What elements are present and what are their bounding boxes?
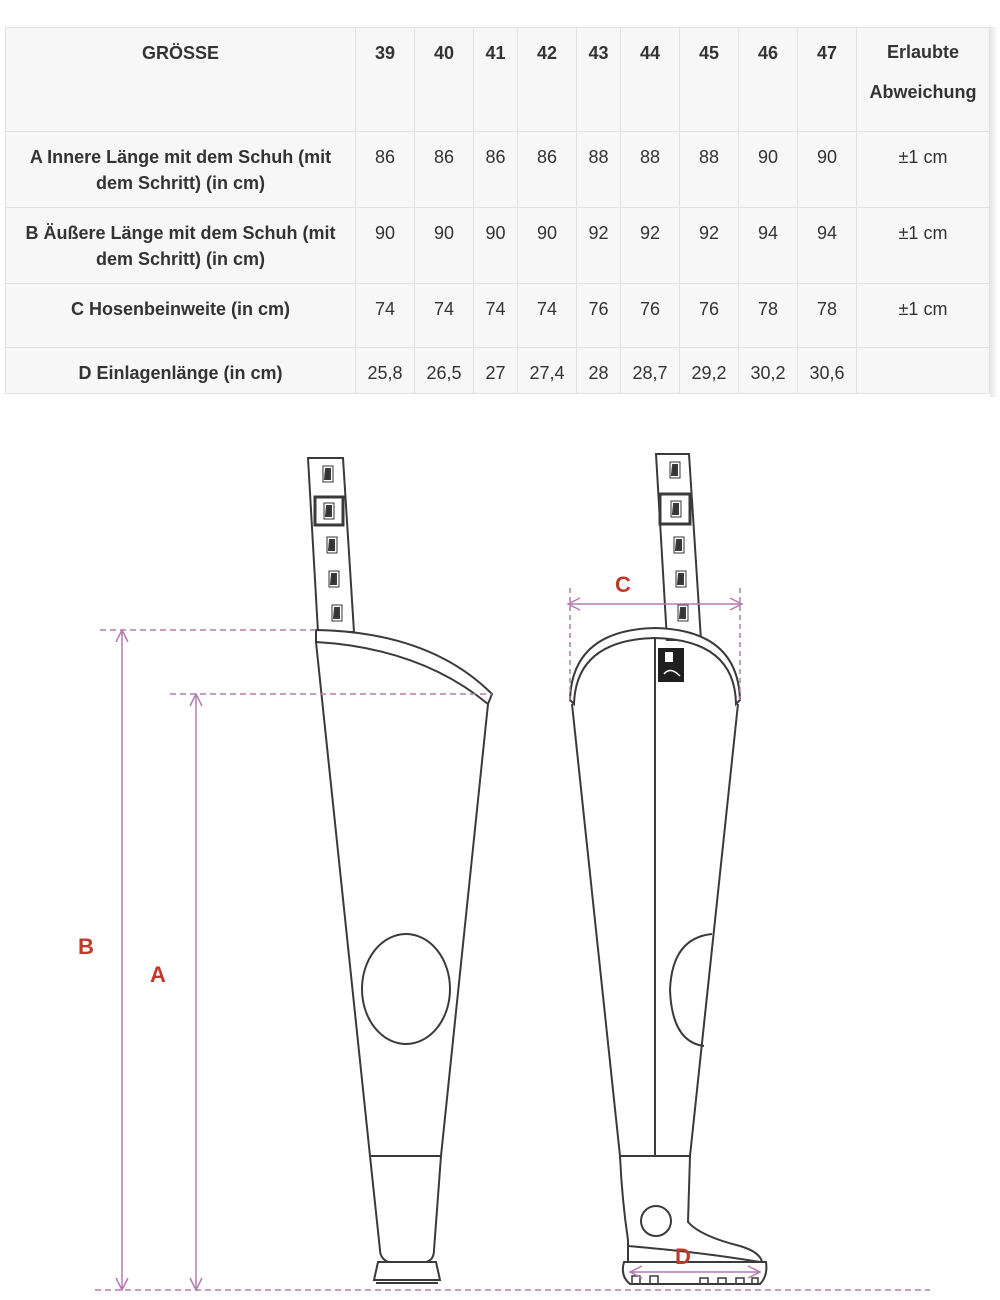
table-cell: 92 xyxy=(577,208,621,284)
dimension-label-a: A xyxy=(150,962,166,987)
table-cell: 90 xyxy=(798,132,857,208)
table-header-row xyxy=(6,28,990,132)
table-cell: 86 xyxy=(415,132,474,208)
table-cell: 94 xyxy=(798,208,857,284)
table-cell: 76 xyxy=(621,284,680,348)
wader-diagram xyxy=(0,400,1000,1300)
side-boot xyxy=(370,1156,441,1262)
table-cell: 74 xyxy=(518,284,577,348)
front-knee-pad xyxy=(670,934,712,1046)
size-col-header: 40 xyxy=(415,28,474,132)
table-cell: 74 xyxy=(474,284,518,348)
table-cell: 28 xyxy=(577,348,621,394)
table-row xyxy=(6,132,990,208)
table-cell: 74 xyxy=(356,284,415,348)
wader-side-view xyxy=(308,458,492,1283)
table-cell: 94 xyxy=(739,208,798,284)
table-cell: 88 xyxy=(680,132,739,208)
wader-front-view xyxy=(570,454,766,1284)
table-row xyxy=(6,208,990,284)
table-row xyxy=(6,284,990,348)
table-cell: 30,6 xyxy=(798,348,857,394)
size-col-header: 46 xyxy=(739,28,798,132)
size-col-header: 44 xyxy=(621,28,680,132)
side-boot-sole xyxy=(374,1262,440,1280)
dimension-lines xyxy=(95,588,930,1290)
side-top-band xyxy=(316,630,492,704)
size-col-header: 43 xyxy=(577,28,621,132)
strap-button-icon xyxy=(327,537,337,553)
strap-button-icon xyxy=(676,571,686,587)
tolerance-cell: ±1 cm xyxy=(857,208,990,284)
strap-button-icon xyxy=(324,503,334,519)
tolerance-cell: ±1 cm xyxy=(857,132,990,208)
tolerance-header-line: Abweichung xyxy=(869,82,977,102)
size-header: GRÖSSE xyxy=(6,28,356,132)
table-edge-shadow xyxy=(990,27,998,397)
table-cell: 92 xyxy=(621,208,680,284)
table-cell: 76 xyxy=(680,284,739,348)
table-cell: 88 xyxy=(577,132,621,208)
size-col-header: 47 xyxy=(798,28,857,132)
strap-button-icon xyxy=(329,571,339,587)
row-label-b xyxy=(6,208,356,284)
strap-button-icon xyxy=(671,501,681,517)
table-cell: 30,2 xyxy=(739,348,798,394)
table-cell: 86 xyxy=(518,132,577,208)
row-label-line: dem Schritt) (in cm) xyxy=(95,173,265,193)
table-cell: 90 xyxy=(518,208,577,284)
row-label-line: B Äußere Länge mit dem Schuh (mit xyxy=(25,223,336,243)
table-row xyxy=(6,348,990,394)
strap-button-icon xyxy=(678,605,688,621)
side-leg-outline xyxy=(316,642,488,1156)
side-knee-pad xyxy=(362,934,450,1044)
row-label-line: A Innere Länge mit dem Schuh (mit xyxy=(29,147,332,167)
table-cell: 27,4 xyxy=(518,348,577,394)
strap-button-icon xyxy=(670,462,680,478)
table-cell: 28,7 xyxy=(621,348,680,394)
table-cell: 74 xyxy=(415,284,474,348)
tolerance-header-line: Erlaubte xyxy=(886,42,960,62)
table-cell: 86 xyxy=(356,132,415,208)
table-cell: 90 xyxy=(356,208,415,284)
table-cell: 86 xyxy=(474,132,518,208)
front-boot-toe xyxy=(628,1246,760,1262)
strap-button-icon xyxy=(332,605,342,621)
table-cell: 78 xyxy=(798,284,857,348)
strap-button-icon xyxy=(323,466,333,482)
ankle-disc xyxy=(641,1206,671,1236)
tolerance-header xyxy=(857,28,990,132)
tolerance-cell: ±1 cm xyxy=(857,284,990,348)
size-col-header: 41 xyxy=(474,28,518,132)
table-cell: 90 xyxy=(474,208,518,284)
size-col-header: 45 xyxy=(680,28,739,132)
table-cell: 76 xyxy=(577,284,621,348)
table-cell: 90 xyxy=(415,208,474,284)
table-cell: 88 xyxy=(621,132,680,208)
table-cell: 78 xyxy=(739,284,798,348)
front-boot xyxy=(620,1156,762,1262)
row-label-d: D Einlagenlänge (in cm) xyxy=(6,348,356,394)
dimension-label-d: D xyxy=(675,1244,691,1269)
table-cell: 29,2 xyxy=(680,348,739,394)
table-cell: 25,8 xyxy=(356,348,415,394)
size-col-header: 42 xyxy=(518,28,577,132)
row-label-c: C Hosenbeinweite (in cm) xyxy=(6,284,356,348)
row-label-a xyxy=(6,132,356,208)
strap-button-icon xyxy=(674,537,684,553)
dimension-label-b: B xyxy=(78,934,94,959)
dimension-label-c: C xyxy=(615,572,631,597)
front-boot-sole xyxy=(623,1262,767,1284)
table-cell: 90 xyxy=(739,132,798,208)
table-cell: 26,5 xyxy=(415,348,474,394)
size-col-header: 39 xyxy=(356,28,415,132)
row-label-line: dem Schritt) (in cm) xyxy=(95,249,265,269)
size-table xyxy=(5,27,990,394)
table-cell: 92 xyxy=(680,208,739,284)
tolerance-cell xyxy=(857,348,990,394)
table-cell: 27 xyxy=(474,348,518,394)
